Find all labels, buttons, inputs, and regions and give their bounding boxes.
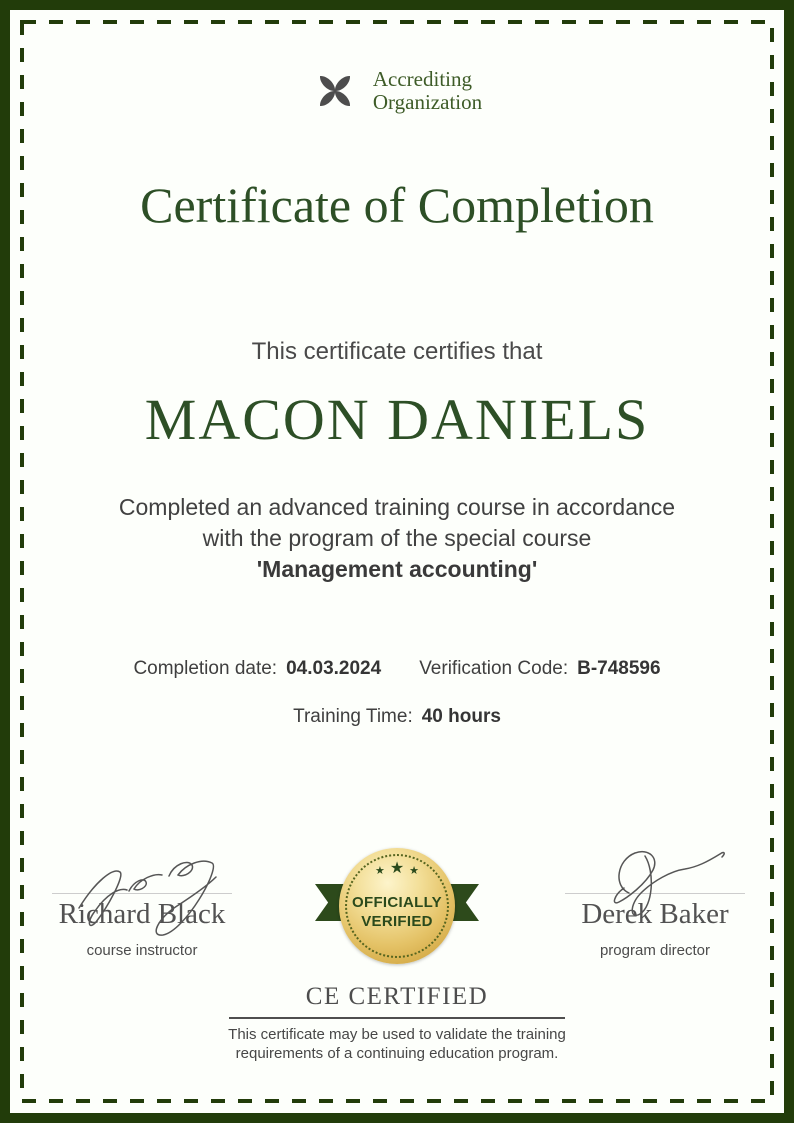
signatory-role-instructor: course instructor (86, 942, 198, 959)
footer-note-line1: This certificate may be used to validate the training (228, 1026, 566, 1043)
badge-stars (339, 858, 455, 878)
verification-code (419, 658, 660, 680)
course-description-line1: Completed an advanced training course in accordance (118, 494, 676, 520)
organization-name-line1: Accrediting (372, 67, 472, 91)
badge-label-line1: OFFICIALLY (352, 894, 442, 911)
verification-code-label: Verification Code: (419, 658, 569, 679)
four-petal-flower-icon (312, 68, 358, 114)
signature-line (565, 893, 745, 894)
footer-divider (229, 1017, 565, 1019)
verified-badge (297, 846, 497, 971)
completion-date (133, 658, 381, 680)
signatory-name-instructor: Richard Black (58, 898, 226, 930)
signature-block-director (565, 836, 745, 966)
accrediting-organization-logo (0, 68, 794, 114)
training-time-value: 40 hours (421, 706, 501, 727)
certifies-text: This certificate certifies that (251, 338, 543, 365)
recipient-name: MACON DANIELS (144, 387, 650, 452)
training-time-label: Training Time: (293, 706, 413, 727)
course-description-line2: with the program of the special course (202, 525, 592, 551)
star-icon: ★ (389, 860, 405, 877)
signature-line (52, 893, 232, 894)
footer-note (0, 1026, 794, 1063)
ce-certified-heading: CE CERTIFIED (305, 983, 489, 1010)
footer-note-line2: requirements of a continuing education program. (235, 1044, 559, 1062)
badge-gold-seal (339, 848, 455, 964)
organization-name-line2: Organization (372, 90, 483, 114)
signatory-name-director: Derek Baker (581, 898, 729, 930)
course-name: 'Management accounting' (256, 556, 538, 582)
signature-block-instructor (52, 836, 232, 966)
details-row-2 (0, 706, 794, 728)
organization-name (373, 68, 482, 114)
training-time (293, 706, 501, 728)
signatory-role-director: program director (599, 942, 711, 959)
course-description (0, 492, 794, 585)
certificate-title: Certificate of Completion (140, 177, 654, 233)
star-icon: ★ (374, 865, 385, 877)
completion-date-label: Completion date: (133, 658, 278, 679)
badge-label-line2: VERIFIED (361, 913, 433, 930)
badge-label (339, 893, 455, 931)
star-icon: ★ (409, 865, 420, 877)
details-row-1 (0, 658, 794, 680)
verification-code-value: B-748596 (577, 658, 661, 679)
completion-date-value: 04.03.2024 (286, 658, 382, 679)
footer (0, 983, 794, 1063)
